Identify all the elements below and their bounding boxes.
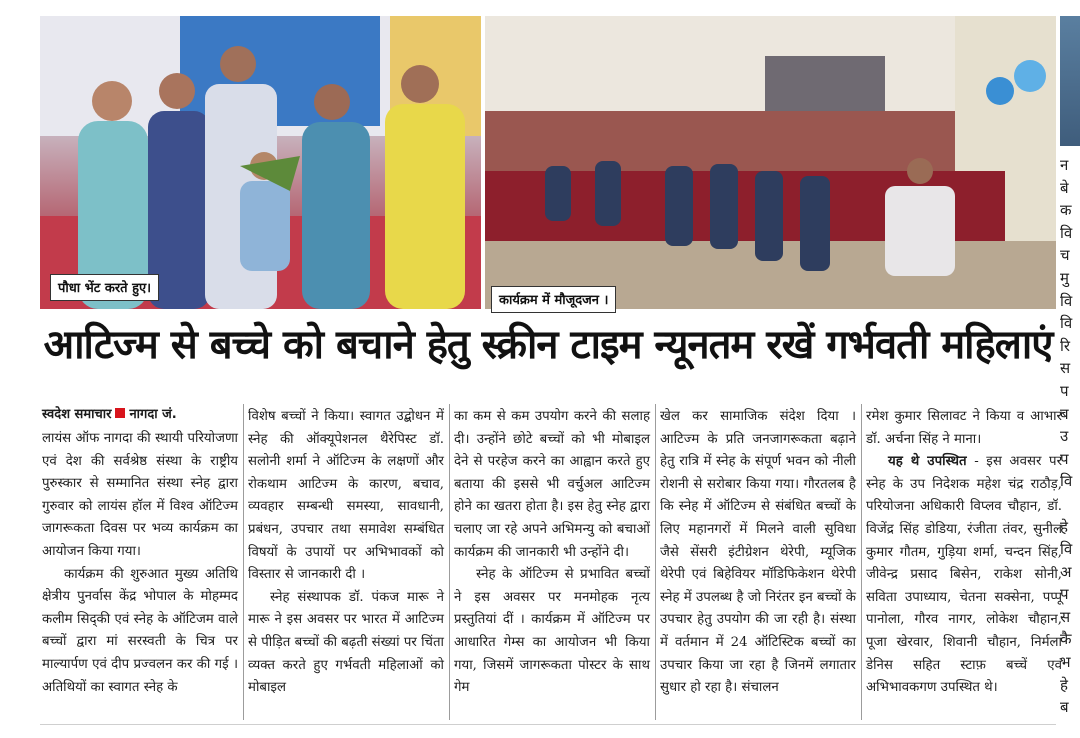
attendees-list: - इस अवसर पर स्नेह के उप निदेशक महेश चंद्र राठौड़, परियोजना अधिकारी विप्लव चौहान, डॉ. विजेंद्र सिंह डोडिया, रंजीता तंवर, सुनील कुमार गौतम, गुड़िया शर्मा, चन्दन सिंह, जीवेन्द्र प्रसाद बिसेन, राकेश सोनी, सविता उपाध्याय, चेतना सक्सेना, पप्पू पानोला, गौरव नागर, लोकेश चौहान, पूजा खेरवार, शिवानी चौहान, निर्मला डेनिस सहित स्टाफ़ बच्चें एवं अभिभावकगण उपस्थित थे। xyxy=(866,454,1063,696)
edge-fragment: च xyxy=(1060,246,1070,265)
paragraph: खेल कर सामाजिक संदेश दिया । आटिज्म के प्रति जनजागरूकता बढ़ाने हेतु रात्रि में स्नेह के संपूर्ण भवन को नीली रोशनी से सरोबार किया गया। गौरतलब है कि स्नेह में ऑटिज्म से संबंधित बच्चों के लिए महानगरों में मिलने वाली सुविधा जैसे सेंसरी इंटीग्रेशन थेरेपी, म्यूजिक थेरेपी एवं बिहेवियर मॉडिफिकेशन थेरेपी स्नेह में उपलब्ध है जो निरंतर इन बच्चों के उपचार हेतु उपयोग की जा रही है। संस्था में वर्तमान में 24 ऑटिस्टिक बच्चों का उपचार किया जा रहा है जिनमें लगातार सुधार हो रहा है। संचालन xyxy=(660,409,856,696)
photo-audience xyxy=(485,16,1056,309)
column-divider xyxy=(243,404,244,720)
edge-fragment: रि xyxy=(1060,336,1071,355)
photo-left-scene xyxy=(40,16,481,309)
edge-fragment: उ xyxy=(1060,427,1069,446)
photo-plant-presentation xyxy=(40,16,481,309)
attendees-paragraph xyxy=(866,451,1062,700)
photo-left-caption: पौधा भेंट करते हुए। xyxy=(50,274,159,301)
edge-fragment: स xyxy=(1060,607,1071,626)
paragraph: का कम से कम उपयोग करने की सलाह दी। उन्होंने छोटे बच्चों को भी मोबाइल देने से परहेज करने का आह्वान करते हुए बताया की इससे भी वर्चुअल आटिज्म होने का खतरा होता है। इस हेतु स्नेह द्वारा चलाए जा रहे अपने अभिमन्यु को बचाओं कार्यक्रम की जानकारी भी उन्होंने दी। xyxy=(454,409,650,560)
edge-fragment: प xyxy=(1060,449,1069,468)
edge-fragment: ब xyxy=(1060,404,1069,423)
edge-fragment: हे xyxy=(1060,675,1068,694)
column-divider xyxy=(861,404,862,720)
edge-fragment: भ xyxy=(1060,653,1071,672)
article-column-2 xyxy=(248,406,444,700)
edge-fragment: मु xyxy=(1060,268,1069,287)
photo-right-caption: कार्यक्रम में मौजूदजन । xyxy=(491,286,616,313)
article-headline: आटिज्म से बच्चे को बचाने हेतु स्क्रीन टाइम न्यूनतम रखें गर्भवती महिलाएं xyxy=(43,322,1053,368)
edge-fragment: अ xyxy=(1060,562,1072,581)
page-bottom-rule xyxy=(40,724,1056,725)
adjacent-photo xyxy=(1060,16,1080,146)
adjacent-text-fragments xyxy=(1060,154,1080,716)
byline xyxy=(42,404,238,424)
edge-fragment: वि xyxy=(1060,472,1073,491)
edge-fragment: कै xyxy=(1060,630,1072,649)
column-divider xyxy=(655,404,656,720)
red-square-icon xyxy=(115,408,125,418)
paragraph: स्नेह के ऑटिज्म से प्रभावित बच्चों ने इस अवसर पर मनमोहक नृत्य प्रस्तुतियां दीं । कार्यक्रम में ऑटिज्म पर आधारित गेम्स का आयोजन भी किया गया, जिसमें जागरूकता पोस्टर के साथ गेम xyxy=(454,567,650,696)
paragraph: लायंस ऑफ नागदा की स्थायी परियोजणा एवं देश की सर्वश्रेष्ठ संस्था के राष्ट्रीय पुरुस्कार से सम्मानित संस्था स्नेह द्वारा गुरुवार को लायंस हॉल में विश्व ऑटिज्म जागरूकता दिवस पर भव्य कार्यक्रम का आयोजन किया गया। xyxy=(42,431,238,559)
paragraph: कार्यक्रम की शुरुआत मुख्य अतिथि क्षेत्रीय पुनर्वास केंद्र भोपाल के मोहम्मद कलीम सिद्की एवं स्नेह के ऑटिजम वाले बच्चों द्वारा मां सरस्वती के चित्र पर माल्यार्पण एवं दीप प्रज्वलन कर की गई । अतिथियों का स्वागत स्नेह के xyxy=(42,566,238,695)
edge-fragment: वि xyxy=(1060,540,1073,559)
paragraph: विशेष बच्चों ने किया। स्वागत उद्बोधन में स्नेह की ऑक्यूपेशनल थैरेपिस्ट डॉ. सलोनी शर्मा ने ऑटिज्म के लक्षणों और रोकथाम आटिज्म के कारण, बचाव, व्यवहार सम्बन्धी समस्या, सावधानी, प्रबंधन, उपचार तथा समावेश सम्बंधित विषयों के उपायों पर अभिभावकों को विस्तार से जानकारी दी । xyxy=(248,409,444,583)
edge-fragment: प xyxy=(1060,381,1069,400)
paragraph: स्नेह संस्थापक डॉ. पंकज मारू ने मारू ने इस अवसर पर भारत में आटिज्म से पीड़ित बच्चों की बढ़ती संख्यां पर चिंता व्यक्त करते हुए गर्भवती महिलाओं को मोबाइल xyxy=(248,589,444,696)
photo-right-scene xyxy=(485,16,1056,309)
edge-fragment: वि xyxy=(1060,223,1073,242)
edge-fragment: क xyxy=(1060,201,1072,220)
article-column-4 xyxy=(660,406,856,700)
edge-fragment: न xyxy=(1060,156,1069,174)
article-column-1 xyxy=(42,428,238,699)
edge-fragment: स xyxy=(1060,359,1071,378)
edge-fragment: वि xyxy=(1060,291,1073,310)
edge-fragment: ब xyxy=(1060,698,1069,716)
article-column-5 xyxy=(866,406,1062,700)
edge-fragment: बे xyxy=(1060,178,1069,197)
edge-fragment: प xyxy=(1060,585,1069,604)
column-divider xyxy=(449,404,450,720)
adjacent-article-edge xyxy=(1060,16,1080,716)
byline-agency: स्वदेश समाचार xyxy=(42,407,112,422)
edge-fragment: वि xyxy=(1060,314,1073,333)
edge-fragment xyxy=(1060,493,1080,516)
attendees-heading: यह थे उपस्थित xyxy=(888,454,967,470)
paragraph: रमेश कुमार सिलावट ने किया व आभार डॉ. अर्चना सिंह ने माना। xyxy=(866,409,1062,447)
byline-place: नागदा जं. xyxy=(129,407,177,422)
edge-fragment: हे xyxy=(1060,517,1068,536)
article-column-3 xyxy=(454,406,650,700)
